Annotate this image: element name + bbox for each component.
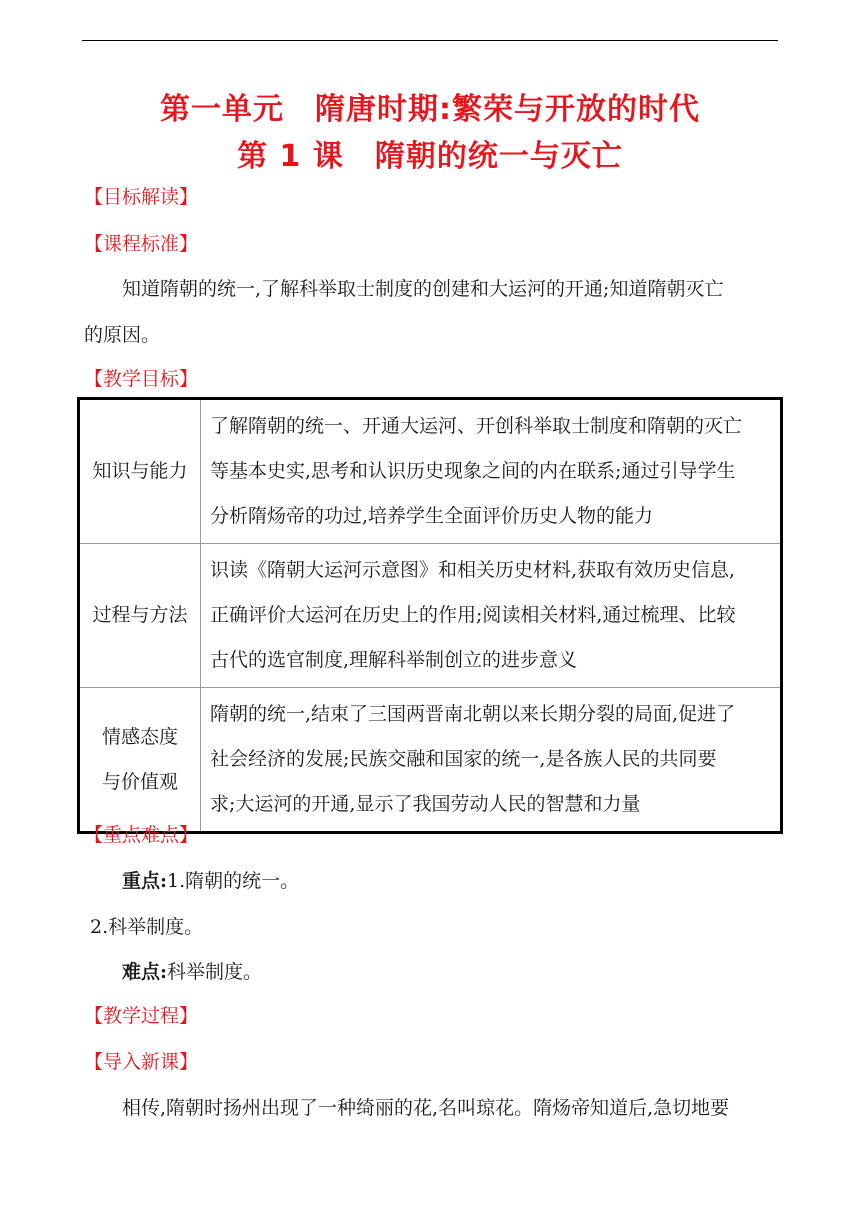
lesson-title: 第 1 课 隋朝的统一与灭亡 [237,139,623,174]
key-item1: 1.隋朝的统一。 [167,870,300,892]
section-goal-reading: 【目标解读】 [84,186,199,208]
goals-row-process [79,544,782,688]
key-label: 重点: [122,870,168,892]
goals-content: 了解隋朝的统一、开通大运河、开创科举取士制度和隋朝的灭亡 等基本史实,思考和认识历史现象之间的内在联系;通过引导学生 分析隋炀帝的功过,培养学生全面评价历史人物的能力 [201,399,782,544]
difficult-label: 难点: [122,961,168,983]
goals-label: 情感态度 与价值观 [79,688,201,833]
intro-text-line1: 相传,隋朝时扬州出现了一种绮丽的花,名叫琼花。隋炀帝知道后,急切地要 [122,1097,730,1119]
section-teaching-process: 【教学过程】 [84,1005,199,1027]
unit-title: 第一单元 隋唐时期:繁荣与开放的时代 [160,92,700,127]
section-intro-new-lesson: 【导入新课】 [84,1051,199,1073]
goals-table [77,397,783,834]
standard-text-line1: 知道隋朝的统一,了解科举取士制度的创建和大运河的开通;知道隋朝灭亡 [122,278,724,300]
section-teaching-goals: 【教学目标】 [84,368,199,390]
goals-label: 过程与方法 [79,544,201,688]
standard-text-line2: 的原因。 [84,324,161,346]
key-item2: 2.科举制度。 [90,916,204,938]
goals-row-attitude [79,688,782,833]
difficult-item: 科举制度。 [167,961,263,983]
section-key-difficult: 【重点难点】 [84,824,199,846]
goals-row-knowledge [79,399,782,544]
section-curriculum-standard: 【课程标准】 [84,233,199,255]
goals-content: 识读《隋朝大运河示意图》和相关历史材料,获取有效历史信息, 正确评价大运河在历史上的作用;阅读相关材料,通过梳理、比较 古代的选官制度,理解科举制创立的进步意义 [201,544,782,688]
difficult-point-line [122,957,262,984]
header-rule [82,40,778,41]
key-point-line [122,866,299,893]
goals-content: 隋朝的统一,结束了三国两晋南北朝以来长期分裂的局面,促进了 社会经济的发展;民族交融和国家的统一,是各族人民的共同要 求;大运河的开通,显示了我国劳动人民的智慧和力量 [201,688,782,833]
goals-label: 知识与能力 [79,399,201,544]
